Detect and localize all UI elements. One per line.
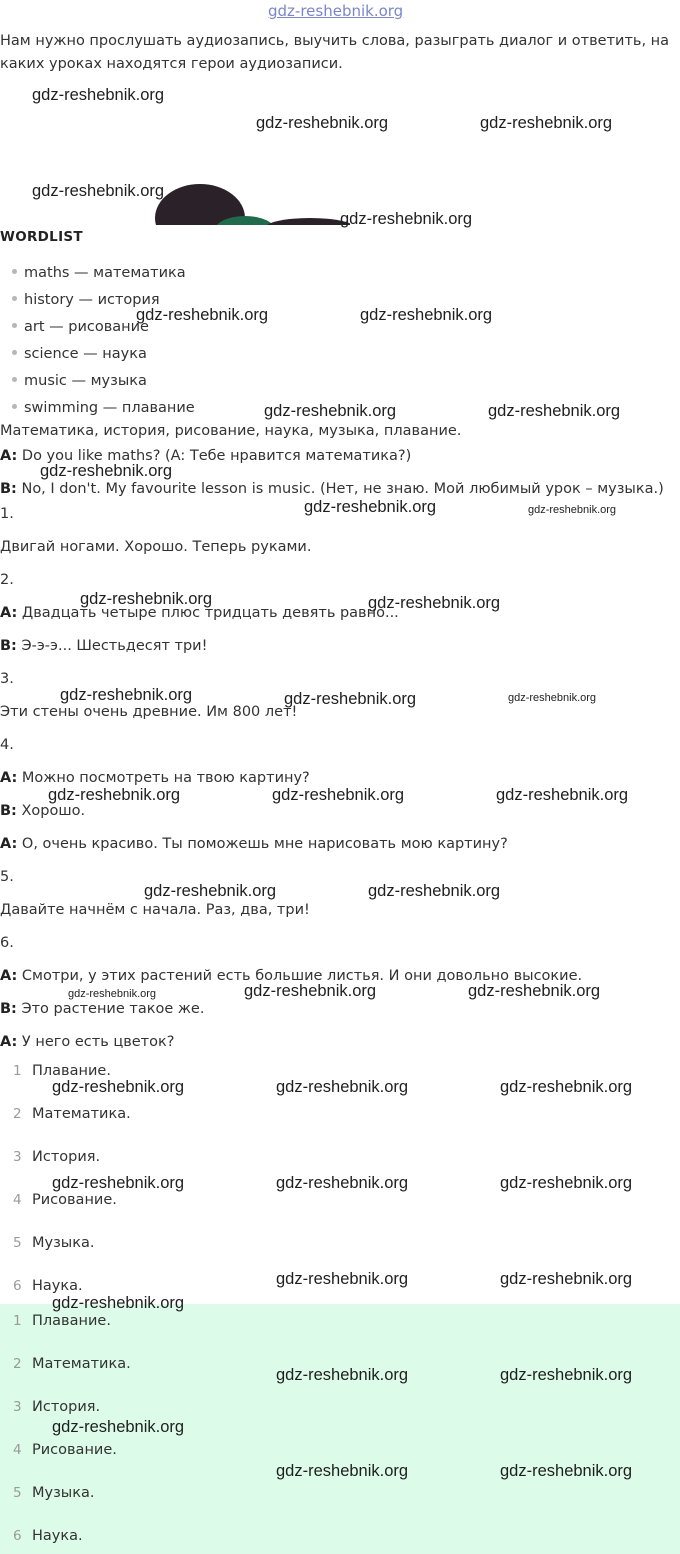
header-watermark-link[interactable]: gdz-reshebnik.org — [268, 2, 404, 20]
watermark: gdz-reshebnik.org — [284, 690, 417, 708]
speaker-label: B: — [0, 1001, 17, 1017]
task-intro: Нам нужно прослушать аудиозапись, выучить слова, разыграть диалог и ответить, на каких уроках находятся герои аудиозаписи. — [0, 33, 670, 72]
watermark: gdz-reshebnik.org — [500, 1270, 633, 1288]
watermark: gdz-reshebnik.org — [488, 402, 621, 420]
watermark: gdz-reshebnik.org — [40, 462, 173, 480]
watermark: gdz-reshebnik.org — [60, 686, 193, 704]
watermark: gdz-reshebnik.org — [276, 1078, 409, 1096]
watermark: gdz-reshebnik.org — [304, 498, 437, 516]
watermark: gdz-reshebnik.org — [496, 786, 629, 804]
question-item — [13, 1192, 117, 1208]
wordlist-item — [12, 319, 149, 335]
item-number: 2 — [13, 1106, 22, 1122]
speaker-label: A: — [0, 605, 18, 621]
section-text: Э-э-э... Шестьдесят три! — [16, 638, 208, 654]
item-number: 4 — [13, 1192, 22, 1208]
watermark: gdz-reshebnik.org — [276, 1462, 409, 1480]
section-line — [0, 1001, 204, 1017]
question-item — [13, 1278, 83, 1294]
watermark: gdz-reshebnik.org — [276, 1366, 409, 1384]
answer-item — [13, 1528, 83, 1544]
watermark: gdz-reshebnik.org — [360, 306, 493, 324]
item-text: Математика. — [32, 1356, 131, 1372]
item-number: 5 — [13, 1485, 22, 1501]
answer-item — [13, 1399, 100, 1415]
wordlist-item-text: art — рисование — [24, 319, 149, 335]
watermark: gdz-reshebnik.org — [52, 1418, 185, 1436]
watermark: gdz-reshebnik.org — [144, 882, 277, 900]
item-text: Наука. — [32, 1528, 83, 1544]
wordlist-item-text: science — наука — [24, 346, 147, 362]
item-text: Рисование. — [32, 1442, 117, 1458]
subjects-line: Математика, история, рисование, наука, музыка, плавание. — [0, 423, 462, 439]
watermark: gdz-reshebnik.org — [500, 1462, 633, 1480]
question-item — [13, 1235, 95, 1251]
watermark: gdz-reshebnik.org — [528, 504, 617, 516]
wordlist-item — [12, 346, 147, 362]
item-number: 5 — [13, 1235, 22, 1251]
watermark: gdz-reshebnik.org — [276, 1174, 409, 1192]
dialog-line — [0, 481, 664, 497]
item-text: Рисование. — [32, 1192, 117, 1208]
watermark: gdz-reshebnik.org — [480, 114, 613, 132]
section-line — [0, 704, 297, 720]
wordlist-item-text: music — музыка — [24, 373, 147, 389]
question-item — [13, 1149, 100, 1165]
section-text: О, очень красиво. Ты поможешь мне нарисовать мою картину? — [17, 836, 508, 852]
section-line — [0, 836, 508, 852]
section-label: 1. — [0, 506, 14, 522]
watermark: gdz-reshebnik.org — [48, 786, 181, 804]
answer-item — [13, 1442, 117, 1458]
section-label: 2. — [0, 572, 14, 588]
watermark: gdz-reshebnik.org — [500, 1366, 633, 1384]
section-text: Хорошо. — [16, 803, 86, 819]
watermark: gdz-reshebnik.org — [32, 182, 165, 200]
wordlist-item — [12, 373, 147, 389]
section-text: Двадцать четыре плюс тридцать девять равно... — [17, 605, 399, 621]
item-text: Музыка. — [32, 1485, 95, 1501]
answer-item — [13, 1313, 111, 1329]
watermark: gdz-reshebnik.org — [276, 1270, 409, 1288]
wordlist-title: WORDLIST — [0, 229, 83, 245]
watermark: gdz-reshebnik.org — [256, 114, 389, 132]
speaker-label: B: — [0, 803, 17, 819]
answer-item — [13, 1356, 131, 1372]
bullet-icon — [12, 323, 17, 328]
section-text: Давайте начнём с начала. Раз, два, три! — [0, 902, 310, 918]
bullet-icon — [12, 350, 17, 355]
question-item — [13, 1106, 131, 1122]
watermark: gdz-reshebnik.org — [508, 692, 597, 704]
wordlist-item — [12, 265, 186, 281]
watermark: gdz-reshebnik.org — [244, 982, 377, 1000]
section-label: 3. — [0, 671, 14, 687]
watermark: gdz-reshebnik.org — [68, 988, 157, 1000]
watermark: gdz-reshebnik.org — [368, 882, 501, 900]
section-line — [0, 902, 310, 918]
wordlist-item-text: history — история — [24, 292, 160, 308]
watermark: gdz-reshebnik.org — [500, 1078, 633, 1096]
section-line — [0, 638, 207, 654]
item-text: Наука. — [32, 1278, 83, 1294]
bullet-icon — [12, 269, 17, 274]
speaker-label: B: — [0, 481, 17, 497]
item-text: Плавание. — [32, 1313, 111, 1329]
speaker-label: A: — [0, 1034, 18, 1050]
watermark: gdz-reshebnik.org — [80, 590, 213, 608]
watermark: gdz-reshebnik.org — [264, 402, 397, 420]
section-label: 4. — [0, 737, 14, 753]
bullet-icon — [12, 296, 17, 301]
wordlist-item-text: maths — математика — [24, 265, 186, 281]
section-text: Можно посмотреть на твою картину? — [17, 770, 310, 786]
item-number: 1 — [13, 1063, 22, 1079]
item-number: 2 — [13, 1356, 22, 1372]
speaker-label: A: — [0, 448, 18, 464]
item-number: 3 — [13, 1149, 22, 1165]
speaker-label: B: — [0, 638, 17, 654]
watermark: gdz-reshebnik.org — [52, 1174, 185, 1192]
section-text: У него есть цветок? — [17, 1034, 175, 1050]
item-number: 6 — [13, 1278, 22, 1294]
watermark: gdz-reshebnik.org — [500, 1174, 633, 1192]
speaker-label: A: — [0, 770, 18, 786]
wordlist-item-text: swimming — плавание — [24, 400, 195, 416]
wordlist-item — [12, 400, 195, 416]
section-line — [0, 770, 310, 786]
item-text: История. — [32, 1399, 101, 1415]
dialog-text: No, I don't. My favourite lesson is music. (Нет, не знаю. Мой любимый урок – музыка.) — [16, 481, 664, 497]
watermark: gdz-reshebnik.org — [272, 786, 405, 804]
item-number: 6 — [13, 1528, 22, 1544]
item-number: 4 — [13, 1442, 22, 1458]
watermark: gdz-reshebnik.org — [52, 1294, 185, 1312]
watermark: gdz-reshebnik.org — [136, 306, 269, 324]
item-text: Математика. — [32, 1106, 131, 1122]
item-text: История. — [32, 1149, 101, 1165]
item-number: 3 — [13, 1399, 22, 1415]
question-item — [13, 1063, 111, 1079]
section-text: Смотри, у этих растений есть большие листья. И они довольно высокие. — [17, 968, 583, 984]
section-label: 5. — [0, 869, 14, 885]
speaker-label: A: — [0, 968, 18, 984]
item-text: Плавание. — [32, 1063, 111, 1079]
section-label: 6. — [0, 935, 14, 951]
bullet-icon — [12, 377, 17, 382]
dialog-text: Do you like maths? (A: Тебе нравится математика?) — [17, 448, 412, 464]
bullet-icon — [12, 404, 17, 409]
watermark: gdz-reshebnik.org — [340, 210, 473, 228]
watermark: gdz-reshebnik.org — [32, 86, 165, 104]
section-line — [0, 1034, 174, 1050]
section-text: Это растение такое же. — [16, 1001, 205, 1017]
item-number: 1 — [13, 1313, 22, 1329]
watermark: gdz-reshebnik.org — [468, 982, 601, 1000]
item-text: Музыка. — [32, 1235, 95, 1251]
watermark: gdz-reshebnik.org — [52, 1078, 185, 1096]
section-text: Двигай ногами. Хорошо. Теперь руками. — [0, 539, 312, 555]
section-line — [0, 803, 85, 819]
illustration-fragment — [150, 170, 350, 225]
speaker-label: A: — [0, 836, 18, 852]
section-text: Эти стены очень древние. Им 800 лет! — [0, 704, 298, 720]
answer-item — [13, 1485, 95, 1501]
watermark: gdz-reshebnik.org — [368, 594, 501, 612]
section-line — [0, 539, 311, 555]
